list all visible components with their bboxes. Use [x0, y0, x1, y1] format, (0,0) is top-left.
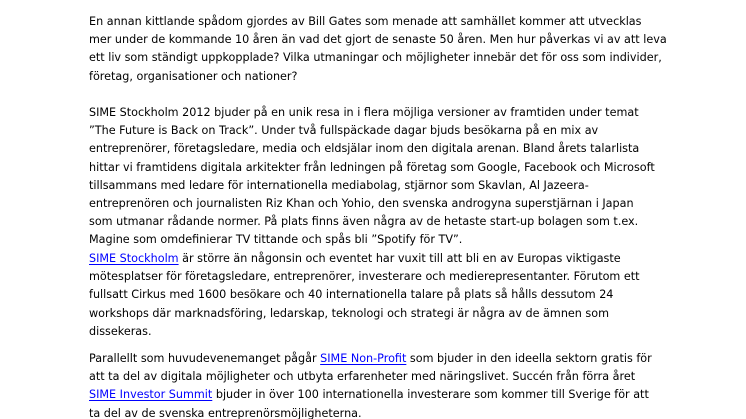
- text-line: ett liv som ständigt uppkopplade? Vilka utmaningar och möjligheter innebär det för oss som individer,: [89, 51, 662, 65]
- text-line: mer under de kommande 10 åren än vad det gjort de senaste 50 åren. Men hur påverkas vi av att leva: [89, 33, 667, 47]
- paragraph-parallel-events: [89, 350, 652, 419]
- text-line: fullsatt Cirkus med 1600 besökare och 40 internationella talare på plats så hålls dessutom 24: [89, 288, 614, 302]
- text-line: entreprenörer, företagsledare, media och eldsjälar inom den digitala arenan. Bland årets talarlista: [89, 142, 640, 156]
- text-line: hittar vi framtidens digitala arkitekter från ledningen på företag som Google, Facebook och Microsoft: [89, 160, 655, 174]
- text-segment: bjuder in över 100 internationella investerare som kommer till Sverige för att: [212, 388, 649, 402]
- text-segment: är större än någonsin och eventet har vuxit till att bli en av Europas viktigaste: [178, 252, 621, 265]
- text-line: En annan kittlande spådom gjordes av Bill Gates som menade att samhället kommer att utvecklas: [89, 15, 642, 28]
- paragraph-sime-stockholm: [89, 250, 640, 341]
- text-line: [89, 250, 640, 268]
- text-line: entreprenören och journalisten Riz Khan och Yohio, den svenska androgyna superstjärnan i Japan: [89, 197, 634, 211]
- text-line: ta del av de svenska entreprenörsmöjligheterna.: [89, 406, 362, 419]
- text-line: dissekeras.: [89, 324, 152, 338]
- text-segment: Parallellt som huvudevenemanget pågår: [89, 352, 321, 365]
- text-line: mötesplatser för företagsledare, entreprenörer, investerare och medierepresentanter. Förutom ett: [89, 270, 640, 284]
- text-segment: som bjuder in den ideella sektorn gratis för: [406, 352, 652, 365]
- text-line: workshops där marknadsföring, ledarskap, teknologi och strategi är några av de ämnen som: [89, 306, 610, 320]
- text-line: att ta del av digitala möjligheter och utbyta erfarenheter med näringslivet. Succén från förra året: [89, 370, 636, 384]
- text-line: företag, organisationer och nationer?: [89, 69, 298, 83]
- text-line: som utmanar rådande normer. På plats finns även några av de hetaste start-up bolagen som t.ex.: [89, 215, 639, 229]
- sime-non-profit-link[interactable]: SIME Non-Profit: [320, 352, 407, 365]
- text-line: Magine som omdefinierar TV tittande och spås bli ”Spotify för TV”.: [89, 233, 463, 247]
- text-line: SIME Stockholm 2012 bjuder på en unik resa in i flera möjliga versioner av framtiden under temat: [89, 106, 639, 119]
- paragraph-sime-2012: [89, 104, 655, 250]
- text-line: ”The Future is Back on Track”. Under två fullspäckade dagar bjuds besökarna på en mix av: [89, 124, 599, 138]
- text-line: [89, 350, 652, 368]
- sime-investor-summit-link[interactable]: SIME Investor Summit: [89, 388, 213, 402]
- paragraph-bill-gates: [89, 13, 667, 86]
- text-line: [89, 386, 652, 404]
- sime-stockholm-link[interactable]: SIME Stockholm: [89, 252, 179, 265]
- text-line: tillsammans med ledare för internationella mediabolag, stjärnor som Skavlan, Al Jazeera-: [89, 178, 589, 192]
